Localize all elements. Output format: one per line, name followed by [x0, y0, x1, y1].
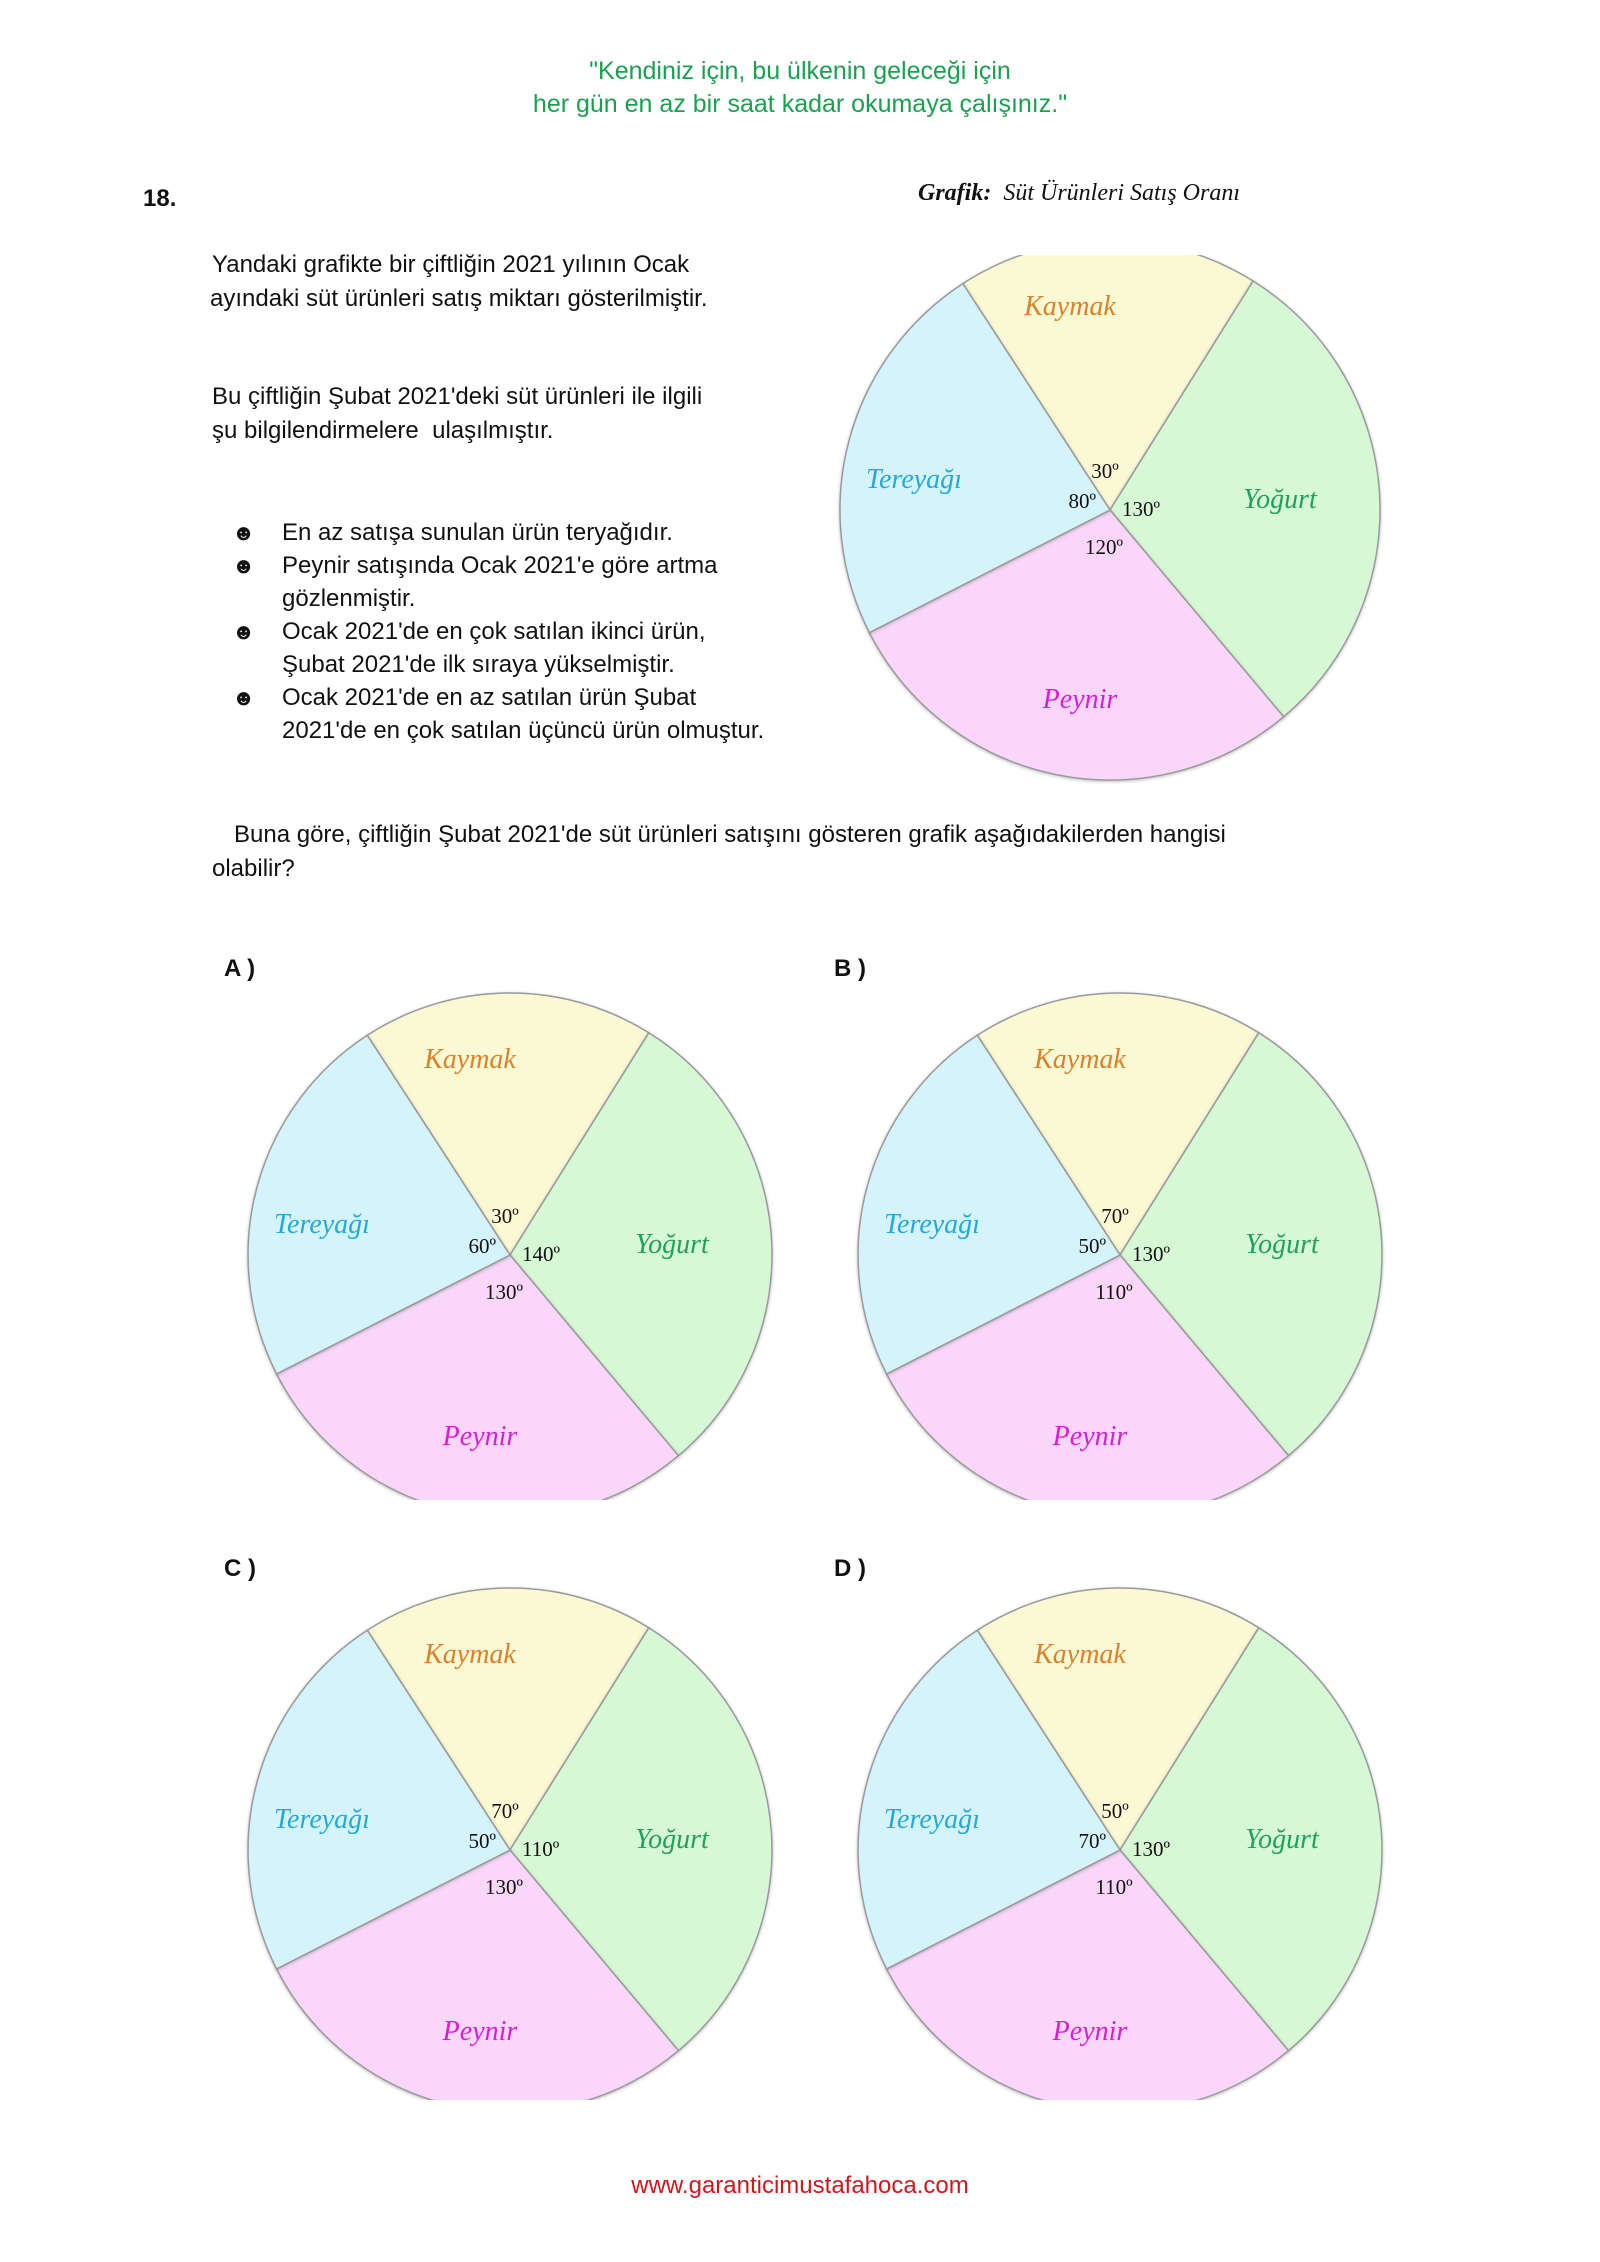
- category-label-peynir: Peynir: [1052, 2016, 1128, 2047]
- bullet-list: [232, 516, 852, 747]
- question-number: 18.: [143, 185, 177, 212]
- category-label-tereyagi: Tereyağı: [274, 1804, 370, 1835]
- bullet-line: gözlenmiştir.: [282, 585, 416, 612]
- bullet-line: Peynir satışında Ocak 2021'e göre artma: [282, 552, 718, 579]
- category-label-kaymak: Kaymak: [424, 1044, 516, 1075]
- bullet-item: [232, 681, 852, 747]
- smiley-face-icon: ☻: [232, 553, 256, 578]
- info-line-1: Bu çiftliğin Şubat 2021'deki süt ürünleri ile ilgili: [212, 383, 703, 410]
- footer-website-link[interactable]: www.garanticimustafahoca.com: [631, 2172, 969, 2199]
- value-label-kaymak: 70º: [491, 1799, 519, 1823]
- quote-line-2: her gün en az bir saat kadar okumaya çalışınız.": [532, 90, 1068, 118]
- bullet-line: Ocak 2021'de en az satılan ürün Şubat: [282, 684, 697, 711]
- prompt-line-1: Buna göre, çiftliğin Şubat 2021'de süt ürünleri satışını gösteren grafik aşağıdakilerden hangisi: [234, 821, 1226, 848]
- category-label-tereyagi: Tereyağı: [884, 1209, 980, 1240]
- prompt-line-2: olabilir?: [212, 855, 295, 882]
- value-label-kaymak: 50º: [1101, 1799, 1129, 1823]
- bullet-line: Şubat 2021'de ilk sıraya yükselmiştir.: [282, 651, 675, 678]
- value-label-tereyagi: 50º: [468, 1829, 496, 1853]
- value-label-tereyagi: 60º: [468, 1234, 496, 1258]
- value-label-kaymak: 30º: [491, 1204, 519, 1228]
- info-paragraph: [212, 380, 812, 448]
- value-label-kaymak: 30º: [1091, 459, 1119, 483]
- smiley-face-icon: ☻: [232, 619, 256, 644]
- option-label-a[interactable]: A ): [224, 955, 256, 982]
- category-label-peynir: Peynir: [442, 2016, 518, 2047]
- category-label-kaymak: Kaymak: [424, 1639, 516, 1670]
- pie-chart-main: [815, 255, 1405, 785]
- intro-paragraph: [212, 248, 812, 316]
- value-label-peynir: 110º: [1095, 1875, 1133, 1899]
- value-label-yogurt: 130º: [1122, 497, 1161, 521]
- bullet-line: Ocak 2021'de en çok satılan ikinci ürün,: [282, 618, 706, 645]
- category-label-tereyagi: Tereyağı: [866, 464, 962, 495]
- option-label-c[interactable]: C ): [224, 1555, 256, 1582]
- category-label-yogurt: Yoğurt: [1245, 1229, 1319, 1260]
- bullet-item: [232, 615, 852, 681]
- category-label-kaymak: Kaymak: [1034, 1639, 1126, 1670]
- intro-line-1: Yandaki grafikte bir çiftliğin 2021 yılının Ocak: [212, 251, 690, 278]
- category-label-peynir: Peynir: [442, 1421, 518, 1452]
- category-label-yogurt: Yoğurt: [635, 1229, 709, 1260]
- value-label-yogurt: 130º: [1132, 1242, 1171, 1266]
- value-label-yogurt: 130º: [1132, 1837, 1171, 1861]
- category-label-tereyagi: Tereyağı: [884, 1804, 980, 1835]
- value-label-tereyagi: 50º: [1078, 1234, 1106, 1258]
- category-label-peynir: Peynir: [1042, 684, 1118, 715]
- question-prompt: [212, 818, 1412, 886]
- value-label-tereyagi: 70º: [1078, 1829, 1106, 1853]
- category-label-tereyagi: Tereyağı: [274, 1209, 370, 1240]
- bullet-line: 2021'de en çok satılan üçüncü ürün olmuştur.: [282, 717, 765, 744]
- smiley-face-icon: ☻: [232, 520, 256, 545]
- pie-chart-option-c[interactable]: [205, 1555, 815, 2100]
- graph-title-text: Süt Ürünleri Satış Oranı: [1003, 180, 1241, 206]
- bullet-line: En az satışa sunulan ürün teryağıdır.: [282, 519, 673, 546]
- quote-line-1: "Kendiniz için, bu ülkenin geleceği için: [589, 57, 1011, 85]
- category-label-peynir: Peynir: [1052, 1421, 1128, 1452]
- bullet-item: [232, 549, 852, 615]
- value-label-yogurt: 140º: [522, 1242, 561, 1266]
- category-label-kaymak: Kaymak: [1024, 291, 1116, 322]
- category-label-yogurt: Yoğurt: [635, 1824, 709, 1855]
- value-label-peynir: 120º: [1084, 535, 1124, 559]
- bullet-item: [232, 516, 852, 549]
- category-label-kaymak: Kaymak: [1034, 1044, 1126, 1075]
- pie-chart-option-a[interactable]: [205, 955, 815, 1500]
- category-label-yogurt: Yoğurt: [1243, 484, 1317, 515]
- motivational-quote: [0, 55, 1600, 121]
- value-label-peynir: 130º: [484, 1875, 524, 1899]
- value-label-peynir: 110º: [1095, 1280, 1133, 1304]
- pie-chart-option-b[interactable]: [815, 955, 1425, 1500]
- info-line-2: şu bilgilendirmelere ulaşılmıştır.: [212, 417, 554, 444]
- value-label-yogurt: 110º: [522, 1837, 560, 1861]
- graph-title: [918, 180, 1240, 207]
- graph-title-label: Grafik:: [918, 180, 992, 206]
- option-label-b[interactable]: B ): [834, 955, 866, 982]
- value-label-tereyagi: 80º: [1068, 489, 1096, 513]
- smiley-face-icon: ☻: [232, 685, 256, 710]
- value-label-kaymak: 70º: [1101, 1204, 1129, 1228]
- pie-chart-option-d[interactable]: [815, 1555, 1425, 2100]
- intro-line-2: ayındaki süt ürünleri satış miktarı gösterilmiştir.: [210, 285, 708, 312]
- category-label-yogurt: Yoğurt: [1245, 1824, 1319, 1855]
- option-label-d[interactable]: D ): [834, 1555, 866, 1582]
- value-label-peynir: 130º: [484, 1280, 524, 1304]
